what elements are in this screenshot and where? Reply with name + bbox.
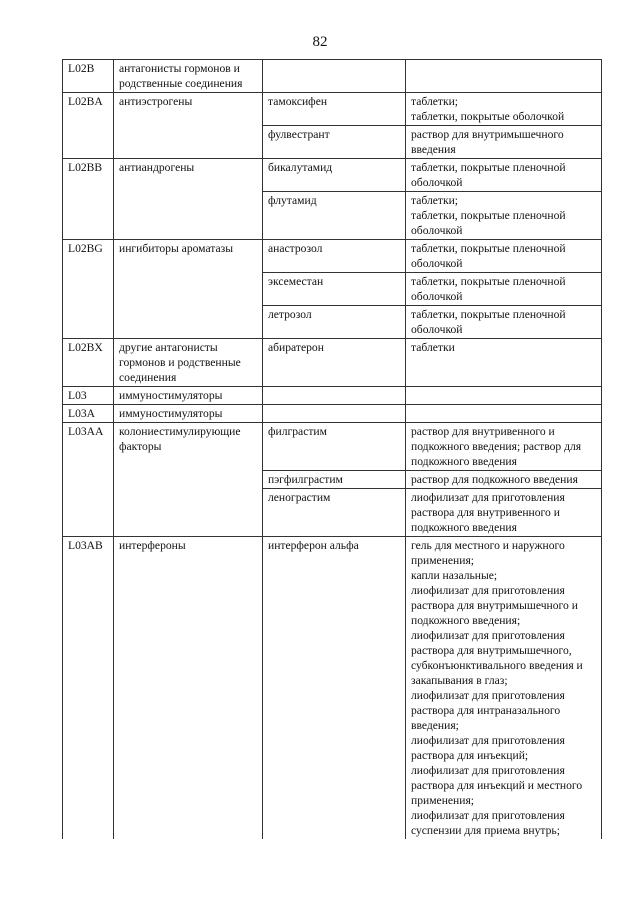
group-name-cell: иммуностимуляторы [114,387,263,405]
dosage-form-cell [406,387,602,405]
group-name-cell: иммуностимуляторы [114,405,263,423]
dosage-form-line: таблетки; [411,194,459,207]
group-name-cell: антиандрогены [114,159,263,240]
drug-name-cell: фулвестрант [263,126,406,159]
atc-code-cell: L03AB [63,537,114,840]
dosage-form-line: капли назальные; [411,569,498,582]
drug-name-cell: абиратерон [263,339,406,387]
table-row [63,159,602,192]
dosage-form-cell [406,60,602,93]
atc-code-cell: L02BG [63,240,114,339]
drug-name-cell: ленограстим [263,489,406,537]
drug-name-cell: анастрозол [263,240,406,273]
group-name-cell: другие антагонисты гормонов и родственные соединения [114,339,263,387]
dosage-form-line: лиофилизат для приготовления раствора для инъекций и местного применения; [411,764,583,807]
dosage-form-line: лиофилизат для приготовления раствора для интраназального введения; [411,689,565,732]
drug-name-cell [263,387,406,405]
dosage-form-line: таблетки, покрытые пленочной оболочкой [411,308,566,336]
dosage-form-line: таблетки, покрытые пленочной оболочкой [411,242,566,270]
dosage-form-cell [406,405,602,423]
dosage-form-line: лиофилизат для приготовления раствора для внутримышечного и подкожного введения; [411,584,578,627]
group-name-cell: интерфероны [114,537,263,840]
page-number: 82 [312,34,328,50]
dosage-form-line: раствор для внутривенного и подкожного введения; раствор для подкожного введения [411,425,582,468]
table-row [63,537,602,840]
atc-code-cell: L02BX [63,339,114,387]
dosage-form-line: таблетки; [411,95,459,108]
dosage-form-line: лиофилизат для приготовления раствора для внутривенного и подкожного введения [411,491,565,534]
atc-code-cell: L02B [63,60,114,93]
drug-name-cell: филграстим [263,423,406,471]
table-row [63,423,602,471]
drug-name-cell: флутамид [263,192,406,240]
atc-code-cell: L03AA [63,423,114,537]
table-body [63,60,602,840]
drug-name-cell: тамоксифен [263,93,406,126]
table-row [63,387,602,405]
dosage-form-cell [406,471,602,489]
dosage-form-cell [406,159,602,192]
drug-name-cell: бикалутамид [263,159,406,192]
dosage-form-line: лиофилизат для приготовления суспензии для приема внутрь; [411,809,565,837]
dosage-form-line: раствор для внутримышечного введения [411,128,564,156]
drug-name-cell: летрозол [263,306,406,339]
table-row [63,93,602,126]
dosage-form-line: таблетки, покрытые пленочной оболочкой [411,161,566,189]
drug-name-cell [263,60,406,93]
dosage-form-cell [406,240,602,273]
group-name-cell: антагонисты гормонов и родственные соединения [114,60,263,93]
dosage-form-line: таблетки, покрытые пленочной оболочкой [411,209,566,237]
dosage-form-line: лиофилизат для приготовления раствора для инъекций; [411,734,565,762]
dosage-form-line: гель для местного и наружного применения; [411,539,565,567]
table-row [63,405,602,423]
atc-code-cell: L02BB [63,159,114,240]
table-row [63,339,602,387]
dosage-form-line: раствор для подкожного введения [411,473,578,486]
dosage-form-cell [406,489,602,537]
group-name-cell: колониестимулирующие факторы [114,423,263,537]
drug-name-cell: эксеместан [263,273,406,306]
drug-name-cell: интерферон альфа [263,537,406,840]
table-row [63,240,602,273]
atc-code-cell: L02BA [63,93,114,159]
dosage-form-line: таблетки, покрытые оболочкой [411,110,565,123]
dosage-form-cell [406,273,602,306]
atc-code-cell: L03A [63,405,114,423]
dosage-form-cell [406,93,602,126]
dosage-form-line: лиофилизат для приготовления раствора для внутримышечного, субконъюнктивального введения и закапывания в глаз; [411,629,583,687]
drug-name-cell: пэгфилграстим [263,471,406,489]
dosage-form-line: таблетки, покрытые пленочной оболочкой [411,275,566,303]
dosage-form-line: таблетки [411,341,455,354]
dosage-form-cell [406,192,602,240]
drug-table [62,59,602,839]
table-row [63,60,602,93]
group-name-cell: ингибиторы ароматазы [114,240,263,339]
atc-code-cell: L03 [63,387,114,405]
dosage-form-cell [406,126,602,159]
dosage-form-cell [406,537,602,840]
drug-name-cell [263,405,406,423]
group-name-cell: антиэстрогены [114,93,263,159]
dosage-form-cell [406,423,602,471]
dosage-form-cell [406,339,602,387]
dosage-form-cell [406,306,602,339]
